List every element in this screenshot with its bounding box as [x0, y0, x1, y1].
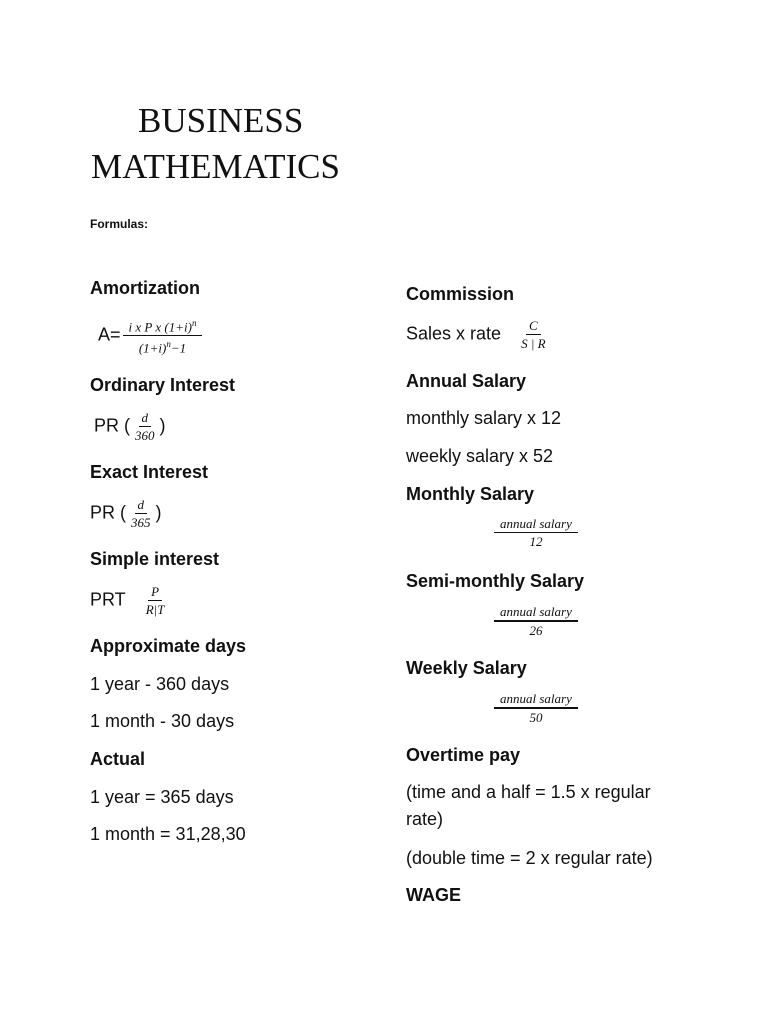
exact-interest-heading: Exact Interest	[90, 462, 209, 482]
commission-text: Sales x rate	[406, 323, 502, 344]
ordinary-interest-denominator: 360	[135, 428, 155, 443]
approximate-days-heading: Approximate days	[90, 636, 247, 656]
exact-interest-suffix: )	[155, 502, 162, 523]
amortization-denominator-exponent: n	[166, 339, 171, 350]
title-line-2: MATHEMATICS	[91, 147, 340, 186]
amortization-fraction	[123, 316, 203, 356]
simple-interest-formula	[90, 584, 169, 617]
actual-heading: Actual	[90, 749, 146, 769]
formulas-label: Formulas:	[90, 217, 149, 231]
title-line-1: BUSINESS	[138, 101, 304, 140]
semi-monthly-salary-denominator: 26	[529, 623, 543, 638]
commission-fraction	[518, 318, 549, 351]
overtime-pay-line-1: (time and a half = 1.5 x regular rate)	[406, 782, 651, 829]
monthly-salary-denominator: 12	[529, 534, 543, 549]
simple-interest-denominator: R|T	[145, 602, 165, 617]
commission-formula	[406, 318, 551, 351]
ordinary-interest-heading: Ordinary Interest	[90, 375, 236, 395]
wage-heading: WAGE	[406, 885, 462, 905]
exact-interest-formula	[90, 497, 162, 530]
amortization-numerator: i x P x (1+i)	[128, 319, 192, 335]
commission-denominator: S | R	[521, 336, 546, 351]
overtime-pay-line-2: (double time = 2 x regular rate)	[406, 848, 653, 868]
monthly-salary-formula	[492, 516, 580, 549]
exact-interest-numerator: d	[135, 497, 148, 514]
amortization-denominator-base: (1+i)	[138, 340, 167, 356]
monthly-salary-fraction	[494, 516, 578, 549]
commission-numerator: C	[526, 318, 541, 335]
ordinary-interest-formula	[94, 410, 166, 443]
ordinary-interest-prefix: PR (	[94, 415, 130, 436]
simple-interest-prefix: PRT	[90, 589, 126, 610]
weekly-salary-numerator: annual salary	[494, 691, 578, 709]
annual-salary-heading: Annual Salary	[406, 371, 527, 391]
amortization-numerator-exponent: n	[191, 318, 197, 328]
weekly-salary-formula	[492, 691, 580, 725]
document-title	[91, 98, 340, 190]
simple-interest-heading: Simple interest	[90, 549, 220, 569]
monthly-salary-heading: Monthly Salary	[406, 484, 535, 504]
overtime-pay-heading: Overtime pay	[406, 745, 521, 765]
exact-interest-prefix: PR (	[90, 502, 126, 523]
weekly-salary-heading: Weekly Salary	[406, 658, 527, 678]
amortization-heading: Amortization	[90, 278, 200, 298]
approximate-days-line-1: 1 year - 360 days	[90, 674, 230, 694]
monthly-salary-numerator: annual salary	[494, 516, 578, 533]
exact-interest-fraction	[128, 497, 154, 530]
ordinary-interest-suffix: )	[159, 415, 166, 436]
commission-heading: Commission	[406, 284, 515, 304]
simple-interest-fraction	[143, 584, 168, 617]
semi-monthly-salary-formula	[492, 604, 580, 638]
annual-salary-line-2: weekly salary x 52	[406, 446, 554, 466]
weekly-salary-fraction	[494, 691, 578, 725]
semi-monthly-salary-numerator: annual salary	[494, 604, 578, 622]
amortization-denominator-tail: −1	[170, 340, 187, 356]
approximate-days-line-2: 1 month - 30 days	[90, 711, 235, 731]
ordinary-interest-numerator: d	[139, 410, 152, 427]
amortization-formula	[98, 316, 204, 356]
actual-line-2: 1 month = 31,28,30	[90, 824, 246, 844]
actual-line-1: 1 year = 365 days	[90, 787, 234, 807]
annual-salary-line-1: monthly salary x 12	[406, 408, 562, 428]
weekly-salary-denominator: 50	[529, 710, 543, 725]
semi-monthly-salary-heading: Semi-monthly Salary	[406, 571, 585, 591]
exact-interest-denominator: 365	[131, 515, 151, 530]
amortization-prefix: A=	[98, 324, 121, 345]
ordinary-interest-fraction	[132, 410, 158, 443]
semi-monthly-salary-fraction	[494, 604, 578, 638]
simple-interest-numerator: P	[148, 584, 162, 601]
